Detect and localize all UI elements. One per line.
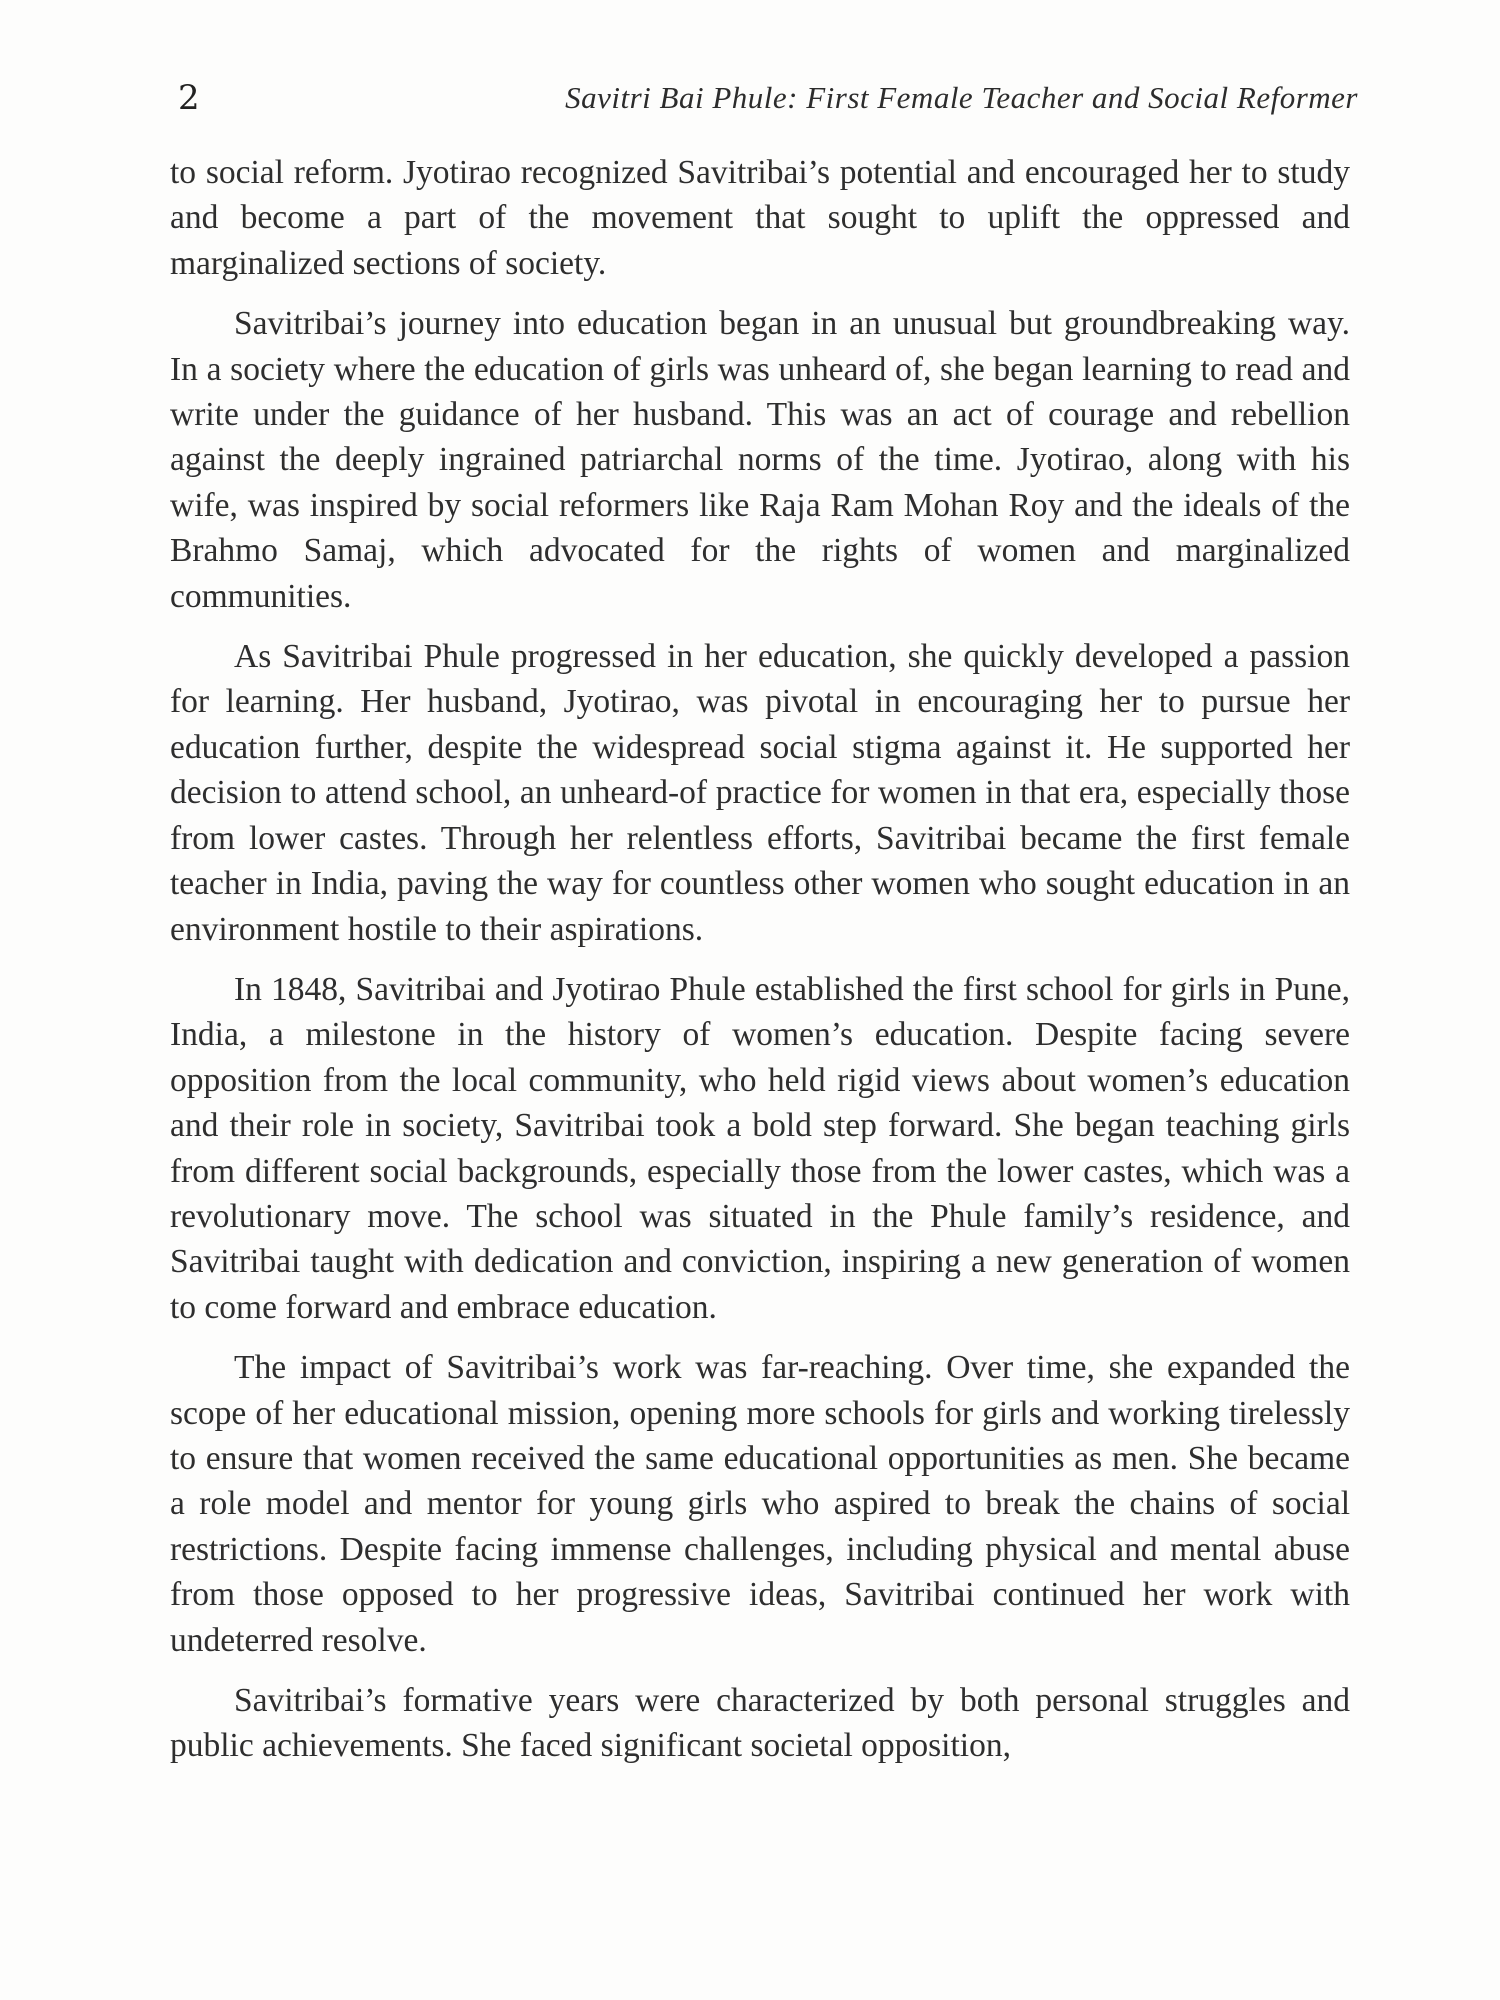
paragraph-3: As Savitribai Phule progressed in her education, she quickly developed a passion for learning. Her husband, Jyotirao, was pivotal in encouraging her to pursue her education further, despite the widespread social stigma against it. He supported her decision to attend school, an unheard-of practice for women in that era, especially those from lower castes. Through her relentless efforts, Savitribai became the first female teacher in India, paving the way for countless other women who sought education in an environment hostile to their aspirations.: [170, 638, 1350, 948]
paragraph-6: Savitribai’s formative years were characterized by both personal struggles and public achievements. She faced significant societal opposition,: [170, 1682, 1350, 1765]
paragraph-4: In 1848, Savitribai and Jyotirao Phule established the first school for girls in Pune, India, a milestone in the history of women’s education. Despite facing severe opposition from the local community, who held rigid views about women’s education and their role in society, Savitribai took a bold step forward. She began teaching girls from different social backgrounds, especially those from the lower castes, which was a revolutionary move. The school was situated in the Phule family’s residence, and Savitribai taught with dedication and conviction, inspiring a new generation of women to come forward and embrace education.: [170, 970, 1350, 1326]
paragraph-5: The impact of Savitribai’s work was far-reaching. Over time, she expanded the scope of her educational mission, opening more schools for girls and working tirelessly to ensure that women received the same educational opportunities as men. She became a role model and mentor for young girls who aspired to break the chains of social restrictions. Despite facing immense challenges, including physical and mental abuse from those opposed to her progressive ideas, Savitribai continued her work with undeterred resolve.: [170, 1349, 1350, 1659]
running-title: Savitri Bai Phule: First Female Teacher and Social Reformer: [565, 80, 1358, 115]
page-number: 2: [178, 78, 200, 118]
running-head: [178, 72, 1358, 124]
paragraph-1: to social reform. Jyotirao recognized Savitribai’s potential and encouraged her to study and become a part of the movement that sought to uplift the oppressed and marginalized sections of society.: [170, 154, 1350, 282]
paragraph-2: Savitribai’s journey into education began in an unusual but groundbreaking way. In a society where the education of girls was unheard of, she began learning to read and write under the guidance of her husband. This was an act of courage and rebellion against the deeply ingrained patriarchal norms of the time. Jyotirao, along with his wife, was inspired by social reformers like Raja Ram Mohan Roy and the ideals of the Brahmo Samaj, which advocated for the rights of women and marginalized communities.: [170, 305, 1350, 615]
body-text: [170, 150, 1350, 1784]
